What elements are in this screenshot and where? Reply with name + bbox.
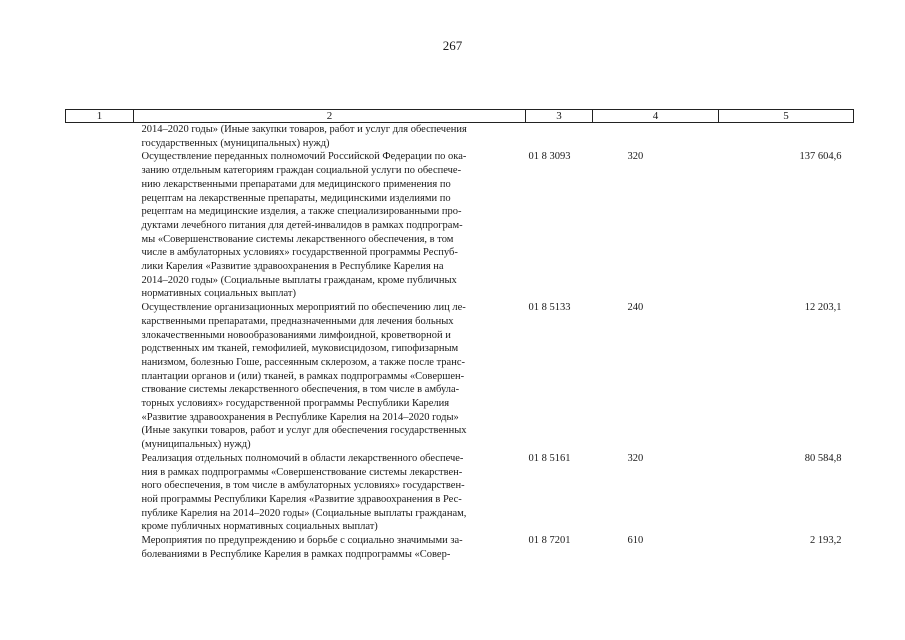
description-line: Осуществление организационных мероприятий по обеспечению лиц ле- bbox=[141, 302, 466, 314]
description-line: (Иные закупки товаров, работ и услуг для обеспечения государственных bbox=[141, 425, 467, 437]
row-number-cell bbox=[66, 150, 134, 301]
table-row bbox=[66, 123, 854, 151]
description-line: нию лекарственными препаратами для медицинского применения по bbox=[141, 178, 451, 190]
description-line: Мероприятия по предупреждению и борьбе с социально значимыми за- bbox=[141, 535, 463, 547]
target-article-code: 01 8 3093 bbox=[528, 151, 571, 163]
description-line: рецептам на лекарственные препараты, медицинскими изделиями по bbox=[141, 192, 451, 204]
description-line: лики Карелия «Развитие здравоохранения в Республике Карелия на bbox=[141, 261, 444, 273]
description-line: болеваниями в Республике Карелия в рамках подпрограммы «Совер- bbox=[141, 548, 451, 560]
target-article-code bbox=[526, 123, 593, 151]
description-line: Реализация отдельных полномочий в области лекарственного обеспече- bbox=[141, 452, 464, 464]
description-line: плантации органов и (или) тканей, в рамках подпрограммы «Совершен- bbox=[141, 370, 465, 382]
expense-type-code: 320 bbox=[627, 452, 644, 464]
description-line: карственными препаратами, предназначенными для лечения больных bbox=[141, 315, 454, 327]
description-line: ного обеспечения, в том числе в амбулаторных условиях» государствен- bbox=[141, 480, 465, 492]
column-header-1: 1 bbox=[66, 110, 134, 123]
description-line: публике Карелия на 2014–2020 годы» (Социальные выплаты гражданам, bbox=[141, 507, 467, 519]
row-description bbox=[134, 452, 526, 534]
table-row bbox=[66, 534, 854, 561]
description-line: государственных (муниципальных) нужд) bbox=[141, 137, 330, 149]
row-number-cell bbox=[66, 301, 134, 452]
row-description bbox=[134, 123, 526, 151]
row-description bbox=[134, 150, 526, 301]
description-line: 2014–2020 годы» (Социальные выплаты гражданам, кроме публичных bbox=[141, 274, 457, 286]
expense-type-code: 610 bbox=[627, 535, 644, 547]
description-line: дуктами лечебного питания для детей-инвалидов в рамках подпрограм- bbox=[141, 219, 463, 231]
amount-value bbox=[719, 123, 854, 151]
description-line: (муниципальных) нужд) bbox=[141, 439, 251, 451]
expense-type-code: 240 bbox=[627, 302, 644, 314]
table-row bbox=[66, 452, 854, 534]
row-number-cell bbox=[66, 123, 134, 151]
target-article-code: 01 8 5161 bbox=[528, 452, 571, 464]
budget-table bbox=[65, 109, 854, 562]
description-line: торных условиях» государственной программы Республики Карелия bbox=[141, 398, 450, 410]
description-line: числе в амбулаторных условиях» государственной программы Респуб- bbox=[141, 247, 458, 259]
column-header-5: 5 bbox=[719, 110, 854, 123]
description-line: ствование системы лекарственного обеспечения, в том числе в амбула- bbox=[141, 384, 460, 396]
description-line: «Развитие здравоохранения в Республике Карелия на 2014–2020 годы» bbox=[141, 411, 459, 423]
column-header-2: 2 bbox=[134, 110, 526, 123]
table-row bbox=[66, 301, 854, 452]
description-line: ния в рамках подпрограммы «Совершенствование системы лекарствен- bbox=[141, 466, 463, 478]
column-header-4: 4 bbox=[593, 110, 719, 123]
description-line: злокачественными новообразованиями лимфоидной, кроветворной и bbox=[141, 329, 451, 341]
page-number: 267 bbox=[442, 38, 463, 53]
description-line: занию отдельным категориям граждан социальной услуги по обеспече- bbox=[141, 165, 462, 177]
row-number-cell bbox=[66, 534, 134, 561]
target-article-code: 01 8 5133 bbox=[528, 302, 571, 314]
description-line: рецептам на медицинские изделия, а также специализированными про- bbox=[141, 206, 462, 218]
column-header-3: 3 bbox=[526, 110, 593, 123]
description-line: ной программы Республики Карелия «Развитие здравоохранения в Рес- bbox=[141, 493, 462, 505]
description-line: Осуществление переданных полномочий Российской Федерации по ока- bbox=[141, 151, 467, 163]
description-line: 2014–2020 годы» (Иные закупки товаров, работ и услуг для обеспечения bbox=[141, 124, 467, 135]
target-article-code: 01 8 7201 bbox=[528, 535, 571, 547]
expense-type-code: 320 bbox=[627, 151, 644, 163]
row-description bbox=[134, 534, 526, 561]
description-line: нанизмом, болезнью Гоше, рассеянным склерозом, а также после транс- bbox=[141, 356, 465, 368]
description-line: нормативных социальных выплат) bbox=[141, 288, 296, 300]
row-number-cell bbox=[66, 452, 134, 534]
expense-type-code bbox=[593, 123, 719, 151]
table-row bbox=[66, 150, 854, 301]
description-line: родственных им тканей, гемофилией, муковисцидозом, гипофизарным bbox=[141, 343, 459, 355]
description-line: кроме публичных нормативных социальных выплат) bbox=[141, 521, 378, 533]
amount-value: 2 193,2 bbox=[810, 535, 842, 547]
row-description bbox=[134, 301, 526, 452]
table-header-row bbox=[66, 110, 854, 123]
table-body bbox=[66, 123, 854, 562]
amount-value: 137 604,6 bbox=[799, 151, 842, 163]
description-line: мы «Совершенствование системы лекарственного обеспечения, в том bbox=[141, 233, 454, 245]
amount-value: 80 584,8 bbox=[804, 452, 842, 464]
amount-value: 12 203,1 bbox=[804, 302, 842, 314]
